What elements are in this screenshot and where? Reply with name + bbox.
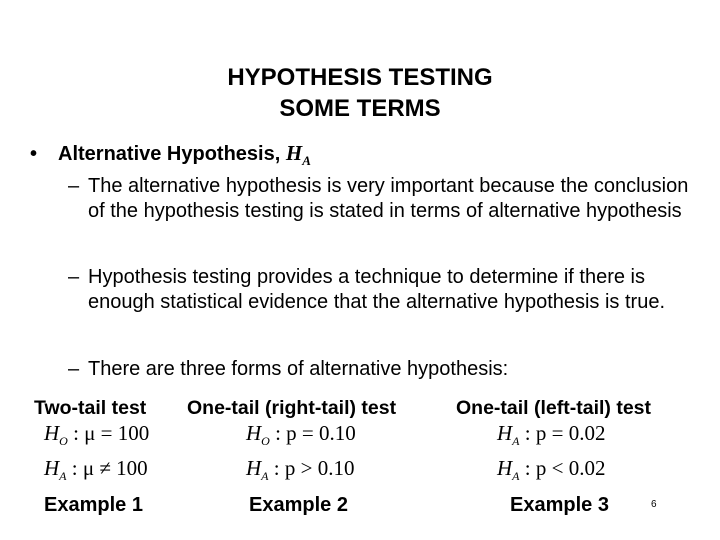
dash-marker: – bbox=[68, 266, 80, 288]
heading-left-tail: One-tail (left-tail) test bbox=[456, 397, 652, 419]
sub-item-text: The alternative hypothesis is very important because the conclusion of the hypothesis testing is stated in terms of alternative hypothesis bbox=[88, 175, 689, 222]
expression: : p > 0.10 bbox=[268, 456, 355, 480]
page-number: 6 bbox=[651, 499, 657, 510]
h-letter: H bbox=[497, 456, 513, 480]
expression: : p = 0.02 bbox=[519, 421, 606, 445]
h-subscript: A bbox=[512, 434, 520, 449]
expression: : μ ≠ 100 bbox=[66, 456, 148, 480]
bullet-alternative-hypothesis bbox=[30, 140, 311, 174]
null-hypothesis-two-tail bbox=[44, 421, 149, 453]
slide-title bbox=[0, 62, 720, 124]
alt-hypothesis-right-tail bbox=[246, 456, 354, 488]
example-1-label: Example 1 bbox=[44, 494, 143, 516]
sub-item-text: Hypothesis testing provides a technique to determine if there is enough statistical evidence that the alternative hypothesis is true. bbox=[88, 266, 666, 313]
title-line-1: HYPOTHESIS TESTING bbox=[227, 64, 493, 91]
alt-hypothesis-left-tail bbox=[497, 456, 605, 488]
bullet-marker: • bbox=[30, 143, 38, 165]
heading-right-tail: One-tail (right-tail) test bbox=[187, 397, 397, 419]
example-2-label: Example 2 bbox=[249, 494, 348, 516]
h-letter: H bbox=[246, 421, 262, 445]
sub-item-importance bbox=[68, 174, 708, 224]
expression: : μ = 100 bbox=[67, 421, 150, 445]
h-subscript: A bbox=[512, 469, 520, 484]
alt-hypothesis-two-tail bbox=[44, 456, 148, 488]
h-subscript: O bbox=[59, 434, 68, 449]
symbol-main: H bbox=[285, 141, 303, 165]
h-subscript: A bbox=[59, 469, 67, 484]
h-letter: H bbox=[246, 456, 262, 480]
h-subscript: O bbox=[261, 434, 270, 449]
null-hypothesis-left-tail bbox=[497, 421, 605, 453]
sub-item-text: There are three forms of alternative hypothesis: bbox=[88, 358, 509, 380]
sub-item-technique bbox=[68, 265, 708, 315]
h-letter: H bbox=[44, 421, 60, 445]
expression: : p = 0.10 bbox=[269, 421, 356, 445]
title-line-2: SOME TERMS bbox=[279, 95, 441, 122]
example-3-label: Example 3 bbox=[510, 494, 609, 516]
hypothesis-symbol bbox=[285, 141, 311, 169]
h-subscript: A bbox=[261, 469, 269, 484]
sub-item-three-forms bbox=[68, 357, 708, 382]
bullet-label: Alternative Hypothesis, bbox=[58, 143, 286, 165]
expression: : p < 0.02 bbox=[519, 456, 606, 480]
dash-marker: – bbox=[68, 358, 80, 380]
dash-marker: – bbox=[68, 175, 80, 197]
symbol-subscript: A bbox=[302, 153, 311, 169]
heading-two-tail: Two-tail test bbox=[34, 397, 147, 419]
h-letter: H bbox=[497, 421, 513, 445]
null-hypothesis-right-tail bbox=[246, 421, 356, 453]
h-letter: H bbox=[44, 456, 60, 480]
